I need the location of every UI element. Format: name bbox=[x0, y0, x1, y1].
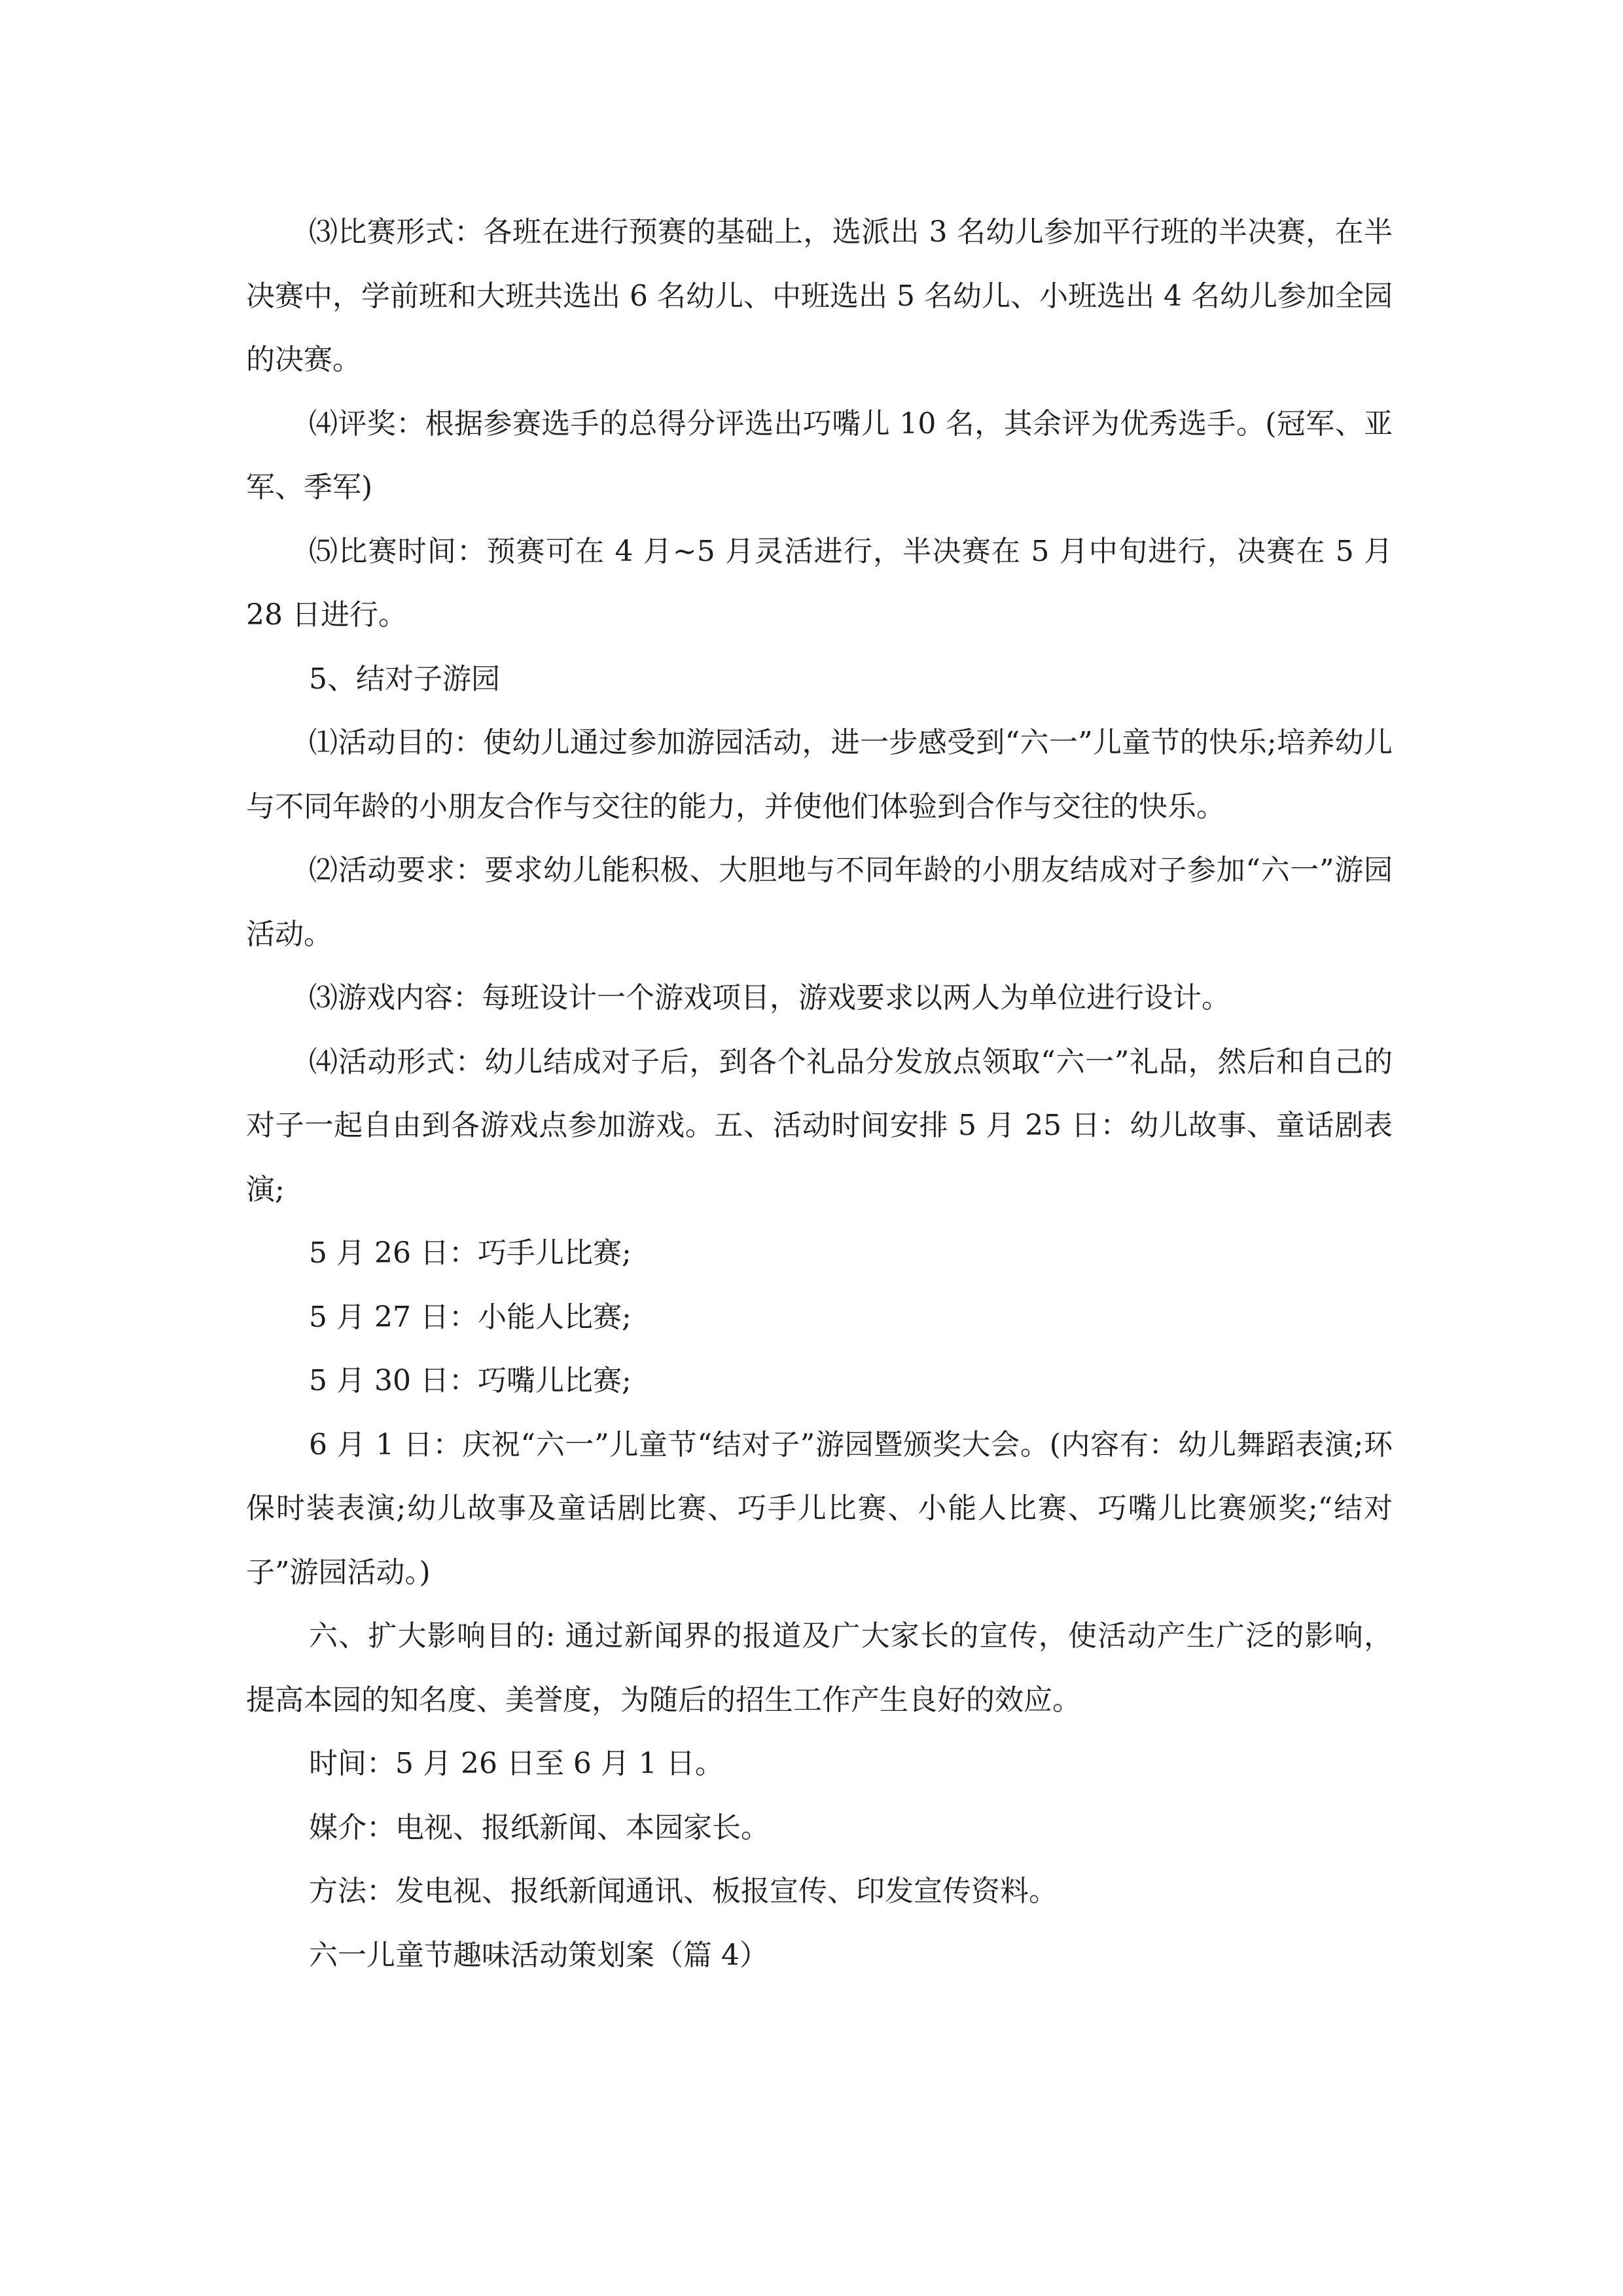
schedule-item-may-27: 5 月 27 日：小能人比赛; bbox=[309, 1300, 632, 1334]
schedule-item-may-30: 5 月 30 日：巧嘴儿比赛; bbox=[309, 1364, 632, 1397]
paragraph-activity-purpose: ⑴活动目的：使幼儿通过参加游园活动，进一步感受到“六一”儿童节的快乐;培养幼儿与不同年龄的小朋友合作与交往的能力，并使他们体验到合作与交往的快乐。 bbox=[246, 726, 1393, 823]
schedule-item-june-1: 6 月 1 日：庆祝“六一”儿童节“结对子”游园暨颁奖大会。(内容有：幼儿舞蹈表演;环保时装表演;幼儿故事及童话剧比赛、巧手儿比赛、小能人比赛、巧嘴儿比赛颁奖;“结对子”游园活动。) bbox=[246, 1427, 1393, 1589]
document-section-title: 六一儿童节趣味活动策划案（篇 4） bbox=[309, 1938, 768, 1972]
document-body bbox=[246, 200, 1393, 1987]
section-heading-pairing-garden-tour: 5、结对子游园 bbox=[309, 662, 500, 696]
paragraph-activity-requirements: ⑵活动要求：要求幼儿能积极、大胆地与不同年龄的小朋友结成对子参加“六一”游园活动。 bbox=[246, 853, 1393, 951]
paragraph-competition-time: ⑸比赛时间：预赛可在 4 月~5 月灵活进行，半决赛在 5 月中旬进行，决赛在 5 月 28 日进行。 bbox=[246, 534, 1393, 632]
paragraph-expand-influence: 六、扩大影响目的: 通过新闻界的报道及广大家长的宣传，使活动产生广泛的影响，提高本园的知名度、美誉度，为随后的招生工作产生良好的效应。 bbox=[246, 1619, 1393, 1717]
paragraph-time: 时间：5 月 26 日至 6 月 1 日。 bbox=[309, 1747, 724, 1780]
paragraph-activity-form: ⑷活动形式：幼儿结成对子后，到各个礼品分发放点领取“六一”礼品，然后和自己的对子一起自由到各游戏点参加游戏。五、活动时间安排 5 月 25 日：幼儿故事、童话剧表演; bbox=[246, 1045, 1393, 1206]
paragraph-awards: ⑷评奖：根据参赛选手的总得分评选出巧嘴儿 10 名，其余评为优秀选手。(冠军、亚军、季军) bbox=[246, 406, 1393, 504]
schedule-item-may-26: 5 月 26 日：巧手儿比赛; bbox=[309, 1236, 632, 1270]
paragraph-competition-format: ⑶比赛形式：各班在进行预赛的基础上，选派出 3 名幼儿参加平行班的半决赛，在半决赛中，学前班和大班共选出 6 名幼儿、中班选出 5 名幼儿、小班选出 4 名幼儿参加全园的决赛。 bbox=[246, 215, 1393, 376]
paragraph-media: 媒介：电视、报纸新闻、本园家长。 bbox=[309, 1810, 770, 1844]
paragraph-game-content: ⑶游戏内容：每班设计一个游戏项目，游戏要求以两人为单位进行设计。 bbox=[309, 981, 1230, 1014]
paragraph-method: 方法：发电视、报纸新闻通讯、板报宣传、印发宣传资料。 bbox=[309, 1874, 1058, 1908]
